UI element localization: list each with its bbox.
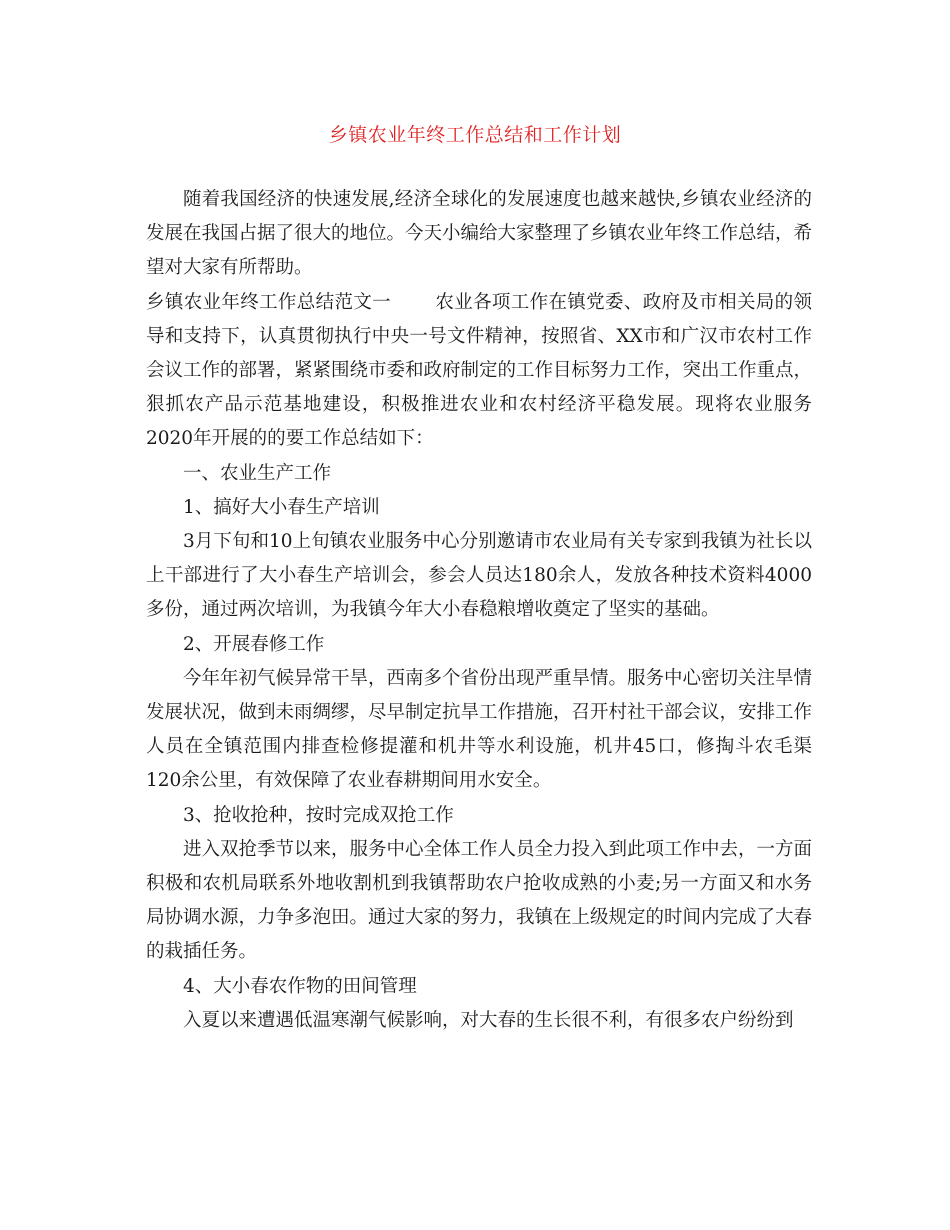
item-4-paragraph: 入夏以来遭遇低温寒潮气候影响，对大春的生长很不利，有很多农户纷纷到 (183, 1009, 794, 1031)
document-title: 乡镇农业年终工作总结和工作计划 (328, 124, 622, 146)
sample-paragraph (146, 286, 812, 457)
item-1-heading: 1、搞好大小春生产培训 (183, 496, 380, 518)
item-3-paragraph: 进入双抢季节以来，服务中心全体工作人员全力投入到此项工作中去，一方面积极和农机局联系外地收割机到我镇帮助农户抢收成熟的小麦;另一方面又和水务局协调水源，力争多泡田。通过大家的努力，我镇在上级规定的时间内完成了大春的栽插任务。 (146, 838, 813, 963)
sample-opening: 农业各项工作在镇党委、政府及市相关局的领导和支持下，认真贯彻执行中央一号文件精神，按照省、XX市和广汉市农村工作会议工作的部署，紧紧围绕市委和政府制定的工作目标努力工作，突出工作重点，狠抓农产品示范基地建设，积极推进农业和农村经济平稳发展。现将农业服务2020年开展的的要工作总结如下： (146, 291, 813, 450)
item-1-paragraph: 3月下旬和10上旬镇农业服务中心分别邀请市农业局有关专家到我镇为社长以上干部进行了大小春生产培训会，参会人员达180余人，发放各种技术资料4000多份，通过两次培训，为我镇今年大小春稳粮增收奠定了坚实的基础。 (146, 531, 812, 621)
intro-paragraph: 随着我国经济的快速发展,经济全球化的发展速度也越来越快,乡镇农业经济的发展在我国占据了很大的地位。今天小编给大家整理了乡镇农业年终工作总结，希望对大家有所帮助。 (146, 189, 813, 279)
item-2-heading: 2、开展春修工作 (183, 633, 325, 655)
item-4-heading: 4、大小春农作物的田间管理 (183, 975, 417, 997)
document-body (146, 183, 812, 1038)
item-2-paragraph: 今年年初气候异常干旱，西南多个省份出现严重旱情。服务中心密切关注旱情发展状况，做到未雨绸缪，尽早制定抗旱工作措施，召开村社干部会议，安排工作人员在全镇范围内排查检修提灌和机井等水利设施，机井45口，修掏斗农毛渠120余公里，有效保障了农业春耕期间用水安全。 (146, 667, 813, 792)
section-heading: 一、农业生产工作 (183, 462, 332, 484)
item-3-heading: 3、抢收抢种，按时完成双抢工作 (183, 804, 454, 826)
sample-heading: 乡镇农业年终工作总结范文一 (146, 291, 392, 313)
